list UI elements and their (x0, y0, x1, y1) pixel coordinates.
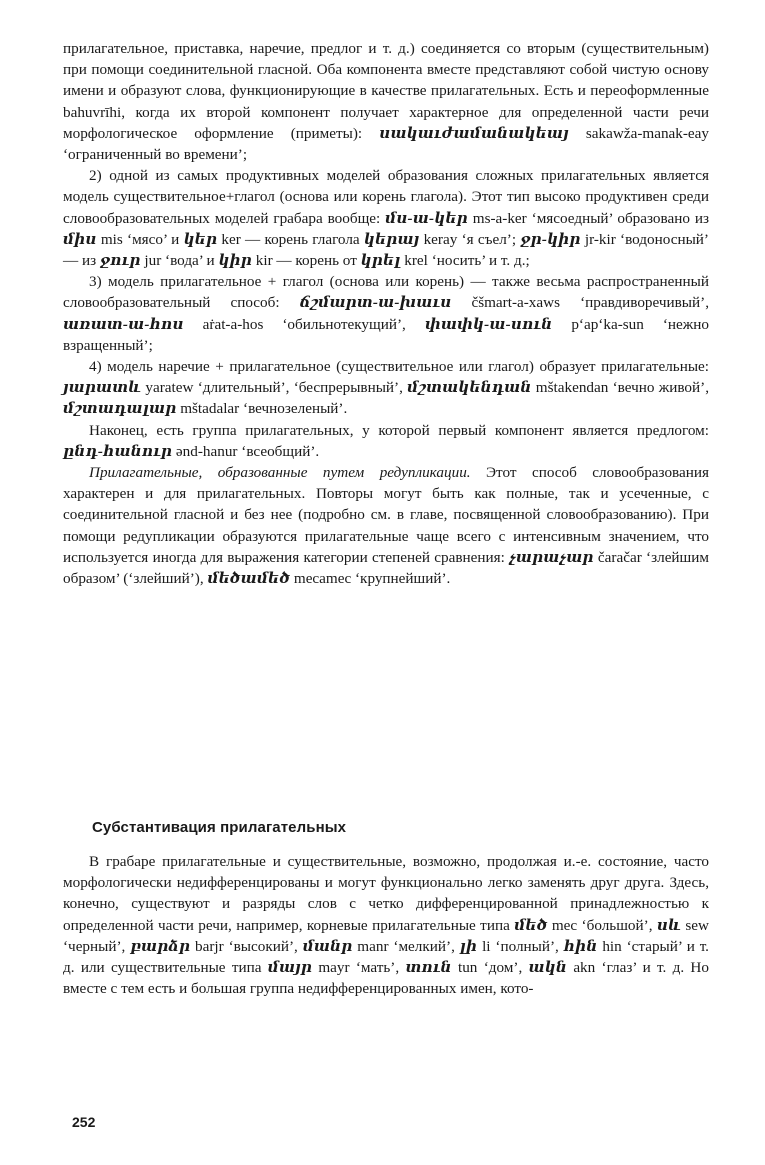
armenian-word: ճշմարտ-ա-խաւս (299, 294, 452, 312)
armenian-word: կեր (183, 230, 218, 248)
armenian-word: ակն (528, 959, 568, 977)
armenian-word: փափկ-ա-սուն (424, 315, 553, 333)
armenian-word: մեծ (514, 916, 548, 934)
armenian-word: մեծամեծ (207, 570, 291, 588)
paragraph-5: Наконец, есть группа прилагательных, у которой первый компонент является предлогом: ընդ-հանուր ənd-hanur ‘всеобщий’. (63, 421, 709, 460)
armenian-word: միս (63, 230, 97, 248)
armenian-word: կերայ (363, 230, 420, 248)
italic-subheading: Прилагательные, образованные путем редупликации. (89, 464, 471, 482)
text-block-lower (63, 851, 709, 999)
armenian-word: մանր (302, 937, 353, 955)
paragraph-4: 4) модель наречие + прилагательное (существительное или глагол) образует прилагательные: յարատև yaratew ‘длительный’, ‘беспрерывный’, մշտակենդան mštakendan ‘вечно живой’, մշտադալար mštadalar ‘вечнозеленый’. (63, 358, 709, 418)
armenian-word: տուն (405, 959, 452, 977)
paragraph-3: 3) модель прилагательное + глагол (основа или корень) — также весьма распространенный словообразовательный способ: ճշմարտ-ա-խաւս čšmart-a-xaws ‘правдиворечивый’, առատ-ա-հոս aṙat-a-hos ‘обильнотекущий’, փափկ-ա-սուն p‘ap‘ka-sun ‘нежно взращенный’; (63, 273, 709, 354)
armenian-word: հին (563, 937, 598, 955)
armenian-word: յարատև (63, 379, 142, 397)
paragraph-1: прилагательное, приставка, наречие, предлог и т. д.) соединяется со вторым (существительным) при помощи соединительной гласной. Оба компонента вместе представляют собой чистую основу имени и образуют слова, функционирующие в качестве прилагательных. Есть и переоформленные bahuvrīhi, когда их второй компонент получает характерное для определенной части речи морфологическое оформление (приметы): սակաւժամանակեայ sakawža-manak-eay ‘ограниченный во времени’; (63, 40, 710, 164)
armenian-word: մայր (267, 959, 313, 977)
armenian-word: մս-ա-կեր (385, 209, 468, 227)
paragraph-6: Прилагательные, образованные путем редупликации. Этот способ словообразования характерен и для прилагательных. Повторы могут быть как полные, так и усеченные, с соединительной гласной и без нее (подробно см. в главе, посвященной словообразованию). При помощи редупликации образуются прилагательные чаще всего с интенсивным значением, что используется иногда для выражения категории степеней сравнения: չարաչար čaračar ‘злейшим образом’ (‘злейший’), մեծամեծ mecamec ‘крупнейший’. (63, 464, 709, 588)
armenian-word: սև (656, 916, 681, 934)
armenian-word: ընդ-հանուր (63, 442, 173, 460)
paragraph-7: В грабаре прилагательные и существительные, возможно, продолжая и.-е. состояние, часто морфологически недифференцированы и могут функционально легко заменять друг друга. Здесь, конечно, существуют и разряды слов с четко дифференцированной принадлежностью к определенной части речи, например, корневые прилагательные типа մեծ mec ‘большой’, սև sew ‘черный’, բարձր barjr ‘высокий’, մանր manr ‘мелкий’, լի li ‘полный’, հին hin ‘старый’ и т. д. или существительные типа մայր mayr ‘мать’, տուն tun ‘дом’, ակն akn ‘глаз’ и т. д. Но вместе с тем есть и большая группа недифференцированных имен, кото- (63, 853, 710, 998)
armenian-word: սակաւժամանակեայ (379, 124, 569, 142)
armenian-word: կիր (218, 252, 252, 270)
armenian-word: մշտադալար (63, 400, 177, 418)
page-number: 252 (72, 1114, 96, 1130)
armenian-word: կրել (360, 252, 401, 270)
armenian-word: մշտակենդան (407, 379, 532, 397)
text-block-upper (63, 38, 709, 589)
armenian-word: առատ-ա-հոս (63, 315, 184, 333)
paragraph-2: 2) одной из самых продуктивных моделей образования сложных прилагательных является модель существительное+глагол (основа или корень глагола). Этот тип высоко продуктивен среди словообразовательных моделей грабара вообще: մս-ա-կեր ms-a-ker ‘мясоедный’ образовано из միս mis ‘мясо’ и կեր ker — корень глагола կերայ keray ‘я съел’; ջր-կիր jr-kir ‘водоносный’ — из ջուր jur ‘вода’ и կիր kir — корень от կրել krel ‘носить’ и т. д.; (63, 167, 709, 270)
armenian-word: ջր-կիր (520, 230, 581, 248)
armenian-word: չարաչար (509, 548, 594, 566)
armenian-word: բարձր (130, 937, 191, 955)
section-heading: Субстантивация прилагательных (92, 819, 347, 836)
armenian-word: ջուր (99, 252, 141, 270)
armenian-word: լի (459, 937, 478, 955)
